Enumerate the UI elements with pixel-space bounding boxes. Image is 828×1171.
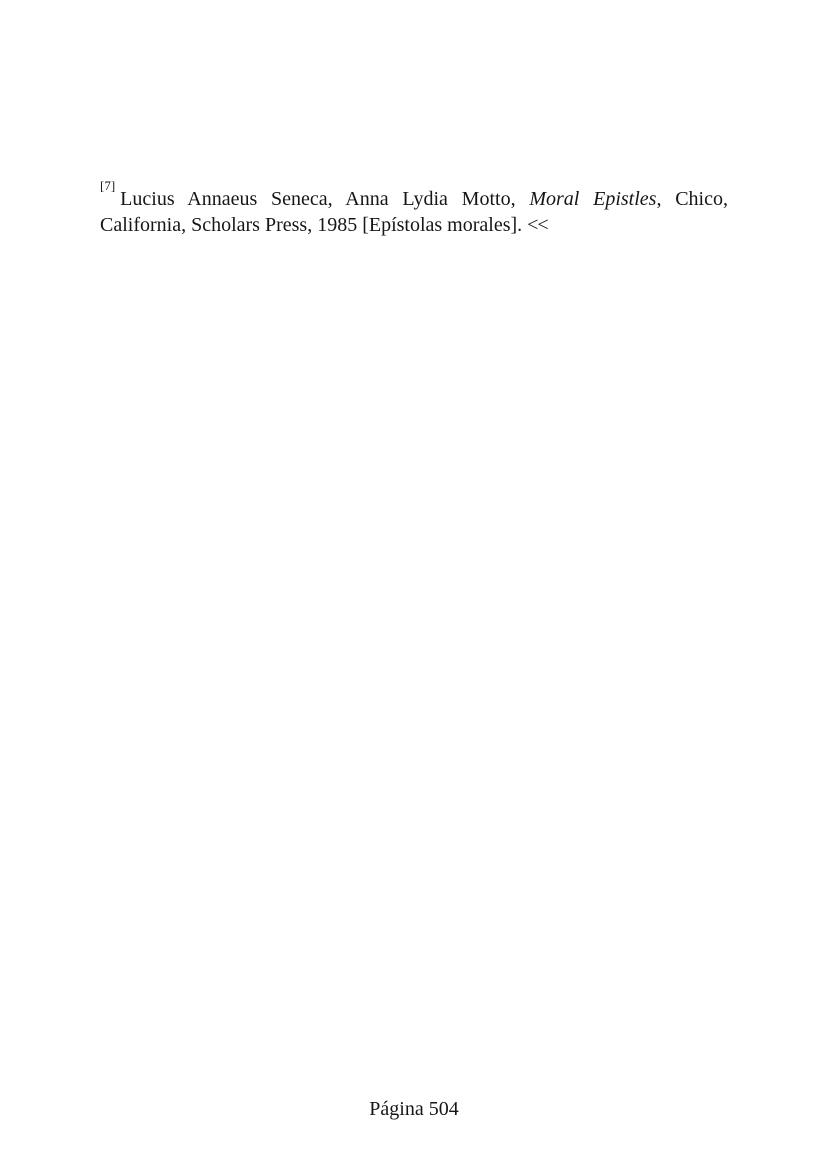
footnote-text-after: , Chico, California, Scholars Press, 1985 [Epístolas morales]. xyxy=(100,188,728,236)
book-title: Moral Epistles xyxy=(529,188,657,210)
footnote-marker-link[interactable]: [7] xyxy=(100,178,116,194)
page-number: Página 504 xyxy=(369,1098,459,1120)
footnote-text-before: Lucius Annaeus Seneca, Anna Lydia Motto, xyxy=(120,188,530,210)
footnote-backlink[interactable]: << xyxy=(527,214,548,236)
footnote-paragraph xyxy=(100,178,728,238)
